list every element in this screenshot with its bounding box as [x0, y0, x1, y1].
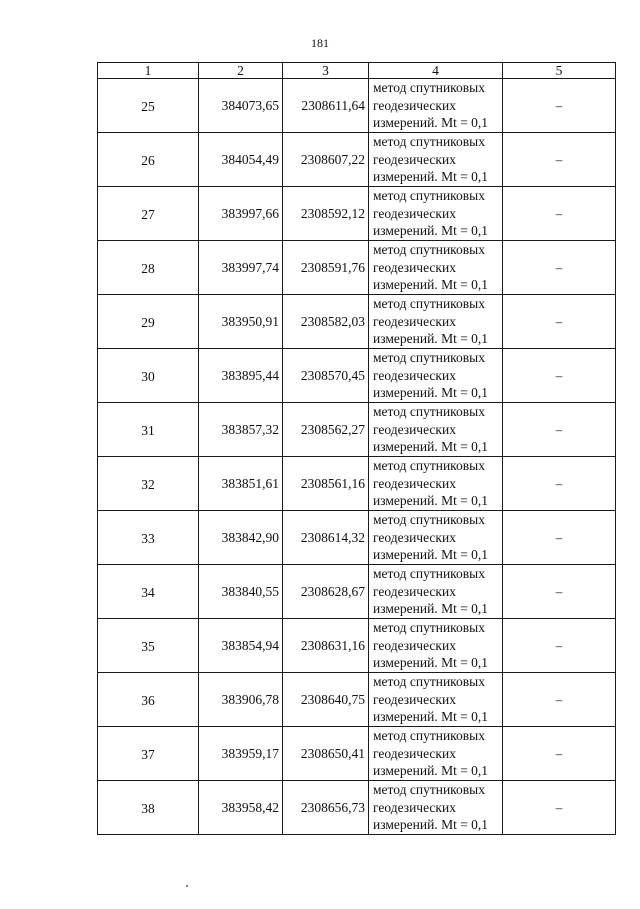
coord-x-cell: 383854,94 [199, 619, 283, 673]
method-cell: метод спутниковых геодезических измерений. Mt = 0,1 [369, 349, 503, 403]
coord-x-cell: 383958,42 [199, 781, 283, 835]
coord-y-cell: 2308570,45 [283, 349, 369, 403]
method-cell: метод спутниковых геодезических измерений. Mt = 0,1 [369, 187, 503, 241]
note-cell: – [503, 187, 616, 241]
point-number-cell: 26 [98, 133, 199, 187]
coord-y-cell: 2308640,75 [283, 673, 369, 727]
coord-y-cell: 2308592,12 [283, 187, 369, 241]
table-row [98, 457, 616, 511]
header-col-5: 5 [503, 63, 616, 79]
coord-y-cell: 2308656,73 [283, 781, 369, 835]
coord-y-cell: 2308582,03 [283, 295, 369, 349]
method-cell: метод спутниковых геодезических измерений. Mt = 0,1 [369, 133, 503, 187]
table-row [98, 187, 616, 241]
coord-x-cell: 383851,61 [199, 457, 283, 511]
note-cell: – [503, 79, 616, 133]
point-number-cell: 30 [98, 349, 199, 403]
table-body [98, 79, 616, 835]
method-cell: метод спутниковых геодезических измерений. Mt = 0,1 [369, 619, 503, 673]
point-number-cell: 27 [98, 187, 199, 241]
method-cell: метод спутниковых геодезических измерений. Mt = 0,1 [369, 79, 503, 133]
note-cell: – [503, 403, 616, 457]
table-row [98, 133, 616, 187]
method-cell: метод спутниковых геодезических измерений. Mt = 0,1 [369, 565, 503, 619]
scan-speck [186, 885, 188, 887]
point-number-cell: 37 [98, 727, 199, 781]
coord-y-cell: 2308628,67 [283, 565, 369, 619]
table-row [98, 511, 616, 565]
method-cell: метод спутниковых геодезических измерений. Mt = 0,1 [369, 781, 503, 835]
method-cell: метод спутниковых геодезических измерений. Mt = 0,1 [369, 241, 503, 295]
coord-y-cell: 2308631,16 [283, 619, 369, 673]
coord-x-cell: 383857,32 [199, 403, 283, 457]
table-row [98, 295, 616, 349]
note-cell: – [503, 727, 616, 781]
point-number-cell: 31 [98, 403, 199, 457]
coord-y-cell: 2308611,64 [283, 79, 369, 133]
method-cell: метод спутниковых геодезических измерений. Mt = 0,1 [369, 673, 503, 727]
note-cell: – [503, 349, 616, 403]
coord-y-cell: 2308614,32 [283, 511, 369, 565]
table-row [98, 565, 616, 619]
coord-x-cell: 383950,91 [199, 295, 283, 349]
header-col-4: 4 [369, 63, 503, 79]
coord-x-cell: 383997,74 [199, 241, 283, 295]
coord-x-cell: 383959,17 [199, 727, 283, 781]
page-number: 181 [311, 36, 329, 50]
note-cell: – [503, 619, 616, 673]
method-cell: метод спутниковых геодезических измерений. Mt = 0,1 [369, 295, 503, 349]
note-cell: – [503, 295, 616, 349]
note-cell: – [503, 241, 616, 295]
note-cell: – [503, 565, 616, 619]
method-cell: метод спутниковых геодезических измерений. Mt = 0,1 [369, 403, 503, 457]
coord-y-cell: 2308562,27 [283, 403, 369, 457]
coord-y-cell: 2308607,22 [283, 133, 369, 187]
coord-y-cell: 2308561,16 [283, 457, 369, 511]
header-col-3: 3 [283, 63, 369, 79]
note-cell: – [503, 781, 616, 835]
coord-x-cell: 383842,90 [199, 511, 283, 565]
point-number-cell: 32 [98, 457, 199, 511]
table-row [98, 781, 616, 835]
point-number-cell: 36 [98, 673, 199, 727]
method-cell: метод спутниковых геодезических измерений. Mt = 0,1 [369, 457, 503, 511]
table-row [98, 403, 616, 457]
coord-x-cell: 384073,65 [199, 79, 283, 133]
coord-x-cell: 383840,55 [199, 565, 283, 619]
header-col-2: 2 [199, 63, 283, 79]
note-cell: – [503, 511, 616, 565]
note-cell: – [503, 457, 616, 511]
table-row [98, 673, 616, 727]
method-cell: метод спутниковых геодезических измерений. Mt = 0,1 [369, 727, 503, 781]
header-row [98, 63, 616, 79]
point-number-cell: 34 [98, 565, 199, 619]
coord-y-cell: 2308650,41 [283, 727, 369, 781]
header-col-1: 1 [98, 63, 199, 79]
point-number-cell: 25 [98, 79, 199, 133]
coord-y-cell: 2308591,76 [283, 241, 369, 295]
coordinates-table [97, 62, 616, 835]
point-number-cell: 28 [98, 241, 199, 295]
coord-x-cell: 383906,78 [199, 673, 283, 727]
table-row [98, 349, 616, 403]
coord-x-cell: 383997,66 [199, 187, 283, 241]
note-cell: – [503, 133, 616, 187]
table-row [98, 241, 616, 295]
point-number-cell: 29 [98, 295, 199, 349]
table-header [98, 63, 616, 79]
table-row [98, 79, 616, 133]
coord-x-cell: 383895,44 [199, 349, 283, 403]
point-number-cell: 38 [98, 781, 199, 835]
note-cell: – [503, 673, 616, 727]
point-number-cell: 35 [98, 619, 199, 673]
table-row [98, 727, 616, 781]
coord-x-cell: 384054,49 [199, 133, 283, 187]
table-row [98, 619, 616, 673]
point-number-cell: 33 [98, 511, 199, 565]
method-cell: метод спутниковых геодезических измерений. Mt = 0,1 [369, 511, 503, 565]
